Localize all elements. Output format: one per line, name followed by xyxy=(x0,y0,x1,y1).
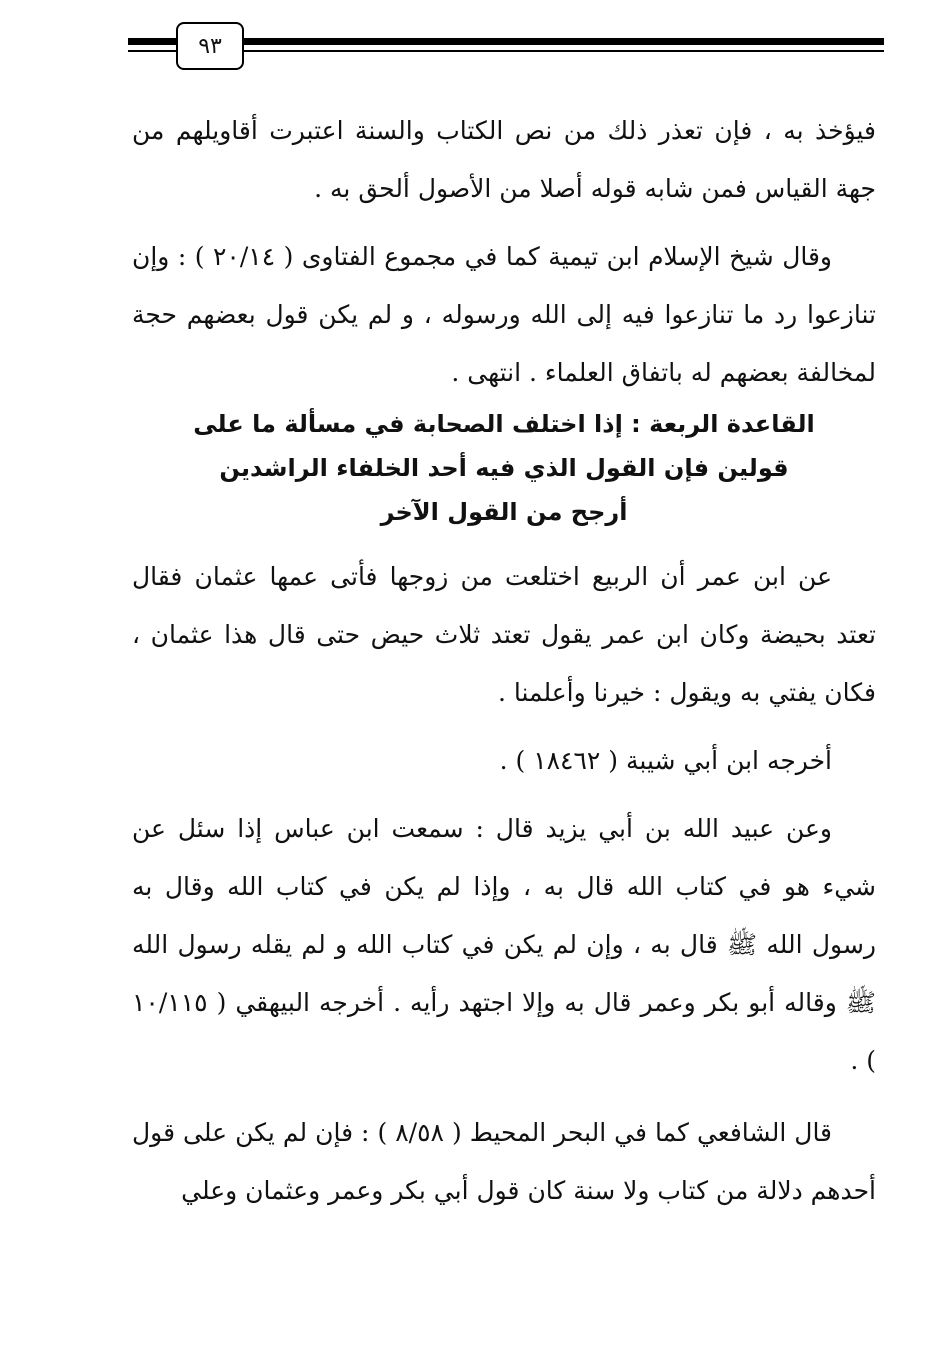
paragraph-6: قال الشافعي كما في البحر المحيط ( ٨/٥٨ ) : فإن لم يكن على قول أحدهم دلالة من كتاب ولا سنة كان قول أبي بكر وعمر وعثمان وعلي xyxy=(132,1118,876,1205)
page-number: ٩٣ xyxy=(176,22,244,70)
paragraph-3: عن ابن عمر أن الربيع اختلعت من زوجها فأتى عمها عثمان فقال تعتد بحيضة وكان ابن عمر يقول تعتد ثلاث حيض حتى قال هذا عثمان ، فكان يفتي به ويقول : خيرنا وأعلمنا . xyxy=(132,562,876,707)
heading-line-3: أرجح من القول الآخر xyxy=(380,498,628,526)
heading-line-2: قولين فإن القول الذي فيه أحد الخلفاء الراشدين xyxy=(219,454,789,482)
paragraph-5: وعن عبيد الله بن أبي يزيد قال : سمعت ابن عباس إذا سئل عن شيء هو في كتاب الله قال به ، وإذا لم يكن في كتاب الله وقال به رسول الله ﷺ قال به ، وإن لم يكن في كتاب الله و لم يقله رسول الله ﷺ وقاله أبو بكر وعمر قال به وإلا اجتهد رأيه . أخرجه البيهقي ( ١٠/١١٥ ) . xyxy=(132,814,876,1075)
paragraph-2: وقال شيخ الإسلام ابن تيمية كما في مجموع الفتاوى ( ٢٠/١٤ ) : وإن تنازعوا رد ما تنازعوا فيه إلى الله ورسوله ، و لم يكن قول بعضهم حجة لمخالفة بعضهم له باتفاق العلماء . انتهى . xyxy=(132,242,876,387)
section-heading xyxy=(132,402,876,534)
paragraph-4-citation: أخرجه ابن أبي شيبة ( ١٨٤٦٢ ) . xyxy=(499,746,832,775)
page-header xyxy=(128,22,884,72)
page-body xyxy=(132,102,876,1220)
heading-line-1: القاعدة الربعة : إذا اختلف الصحابة في مسألة ما على xyxy=(193,410,815,438)
paragraph-1: فيؤخذ به ، فإن تعذر ذلك من نص الكتاب والسنة اعتبرت أقاويلهم من جهة القياس فمن شابه قوله أصلا من الأصول ألحق به . xyxy=(132,116,876,203)
